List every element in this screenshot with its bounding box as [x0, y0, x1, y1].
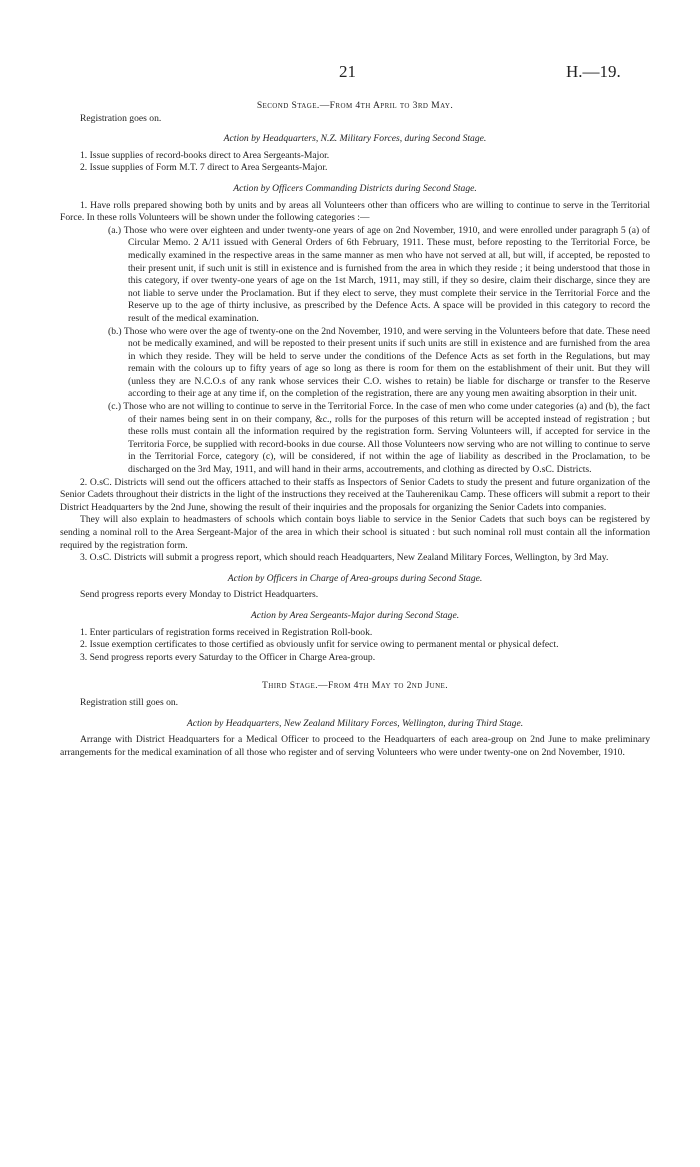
area-group-heading: Action by Officers in Charge of Area-groups during Second Stage.: [227, 572, 483, 584]
document-body: [60, 100, 650, 759]
oc-item-1-intro: 1. Have rolls prepared showing both by units and by areas all Volunteers other than officers who are willing to continue to serve in the Territorial Force. In these rolls Volunteers will be shown under the following categories :—: [60, 199, 650, 224]
oc-item-2-continued: They will also explain to headmasters of schools which contain boys liable to service in the Senior Cadets that such boys can be registered by sending a nominal roll to the Area Sergeant-Major of the area in which their school is situated : but such nominal roll must contain all the information required by the registration form.: [60, 514, 650, 551]
third-stage-heading: Third Stage.—From 4th May to 2nd June.: [261, 680, 449, 692]
second-stage-intro: Registration goes on.: [80, 112, 162, 124]
second-stage-heading: Second Stage.—From 4th April to 3rd May.: [256, 100, 454, 111]
category-a: (a.) Those who were over eighteen and under twenty-one years of age on 2nd November, 1910, and were enrolled under paragraph 5 (a) of Circular Memo. 2 A/11 issued with General Orders of 6th February, 1911. These must, before reposting to the Territorial Force, be medically examined in the respective areas in the same manner as men who have not served at all, but will, if accepted, be reposted to their present unit, if such unit is still in existence and is furnished from the area in which they reside ; it being understood that those in this category, if over twenty-one years of age on the 1st March, 1911, may still, if they so desire, claim their discharge, since they are not liable to serve under the Proclamation. But if they elect to serve, they must complete their service in the Territorial Force and the Reserve up to the age of thirty inclusive, as prescribed by the Defence Acts. A space will be provided in this category to record the result of the medical examination.: [108, 224, 650, 324]
hq-third-stage-text: Arrange with District Headquarters for a Medical Officer to proceed to the Headquarters of each area-group on 2nd June to make preliminary arrangements for the medical examination of all those who register and of serving Volunteers who were under twenty-one on 2nd November, 1910.: [60, 734, 650, 758]
area-group-text: Send progress reports every Monday to District Headquarters.: [80, 589, 319, 601]
category-b: (b.) Those who were over the age of twenty-one on the 2nd November, 1910, and were serving in the Volunteers before that date. These need not be medically examined, and will be reposted to their present units if such units are still in existence and are furnished from the area in which they reside. They will be held to serve under the conditions of the Defence Acts as set forth in the Regulations, but may remain with the colours up to fifty years of age so long as there is room for them on the establishment of their unit. But they will (unless they are N.C.O.s of any rank whose services their C.O. wishes to retain) be liable for discharge or transfer to the Reserve according to their age at any time if, on the completion of the registration, there are any young men awaiting absorption in their unit.: [108, 325, 650, 400]
sergeants-major-heading: Action by Area Sergeants-Major during Second Stage.: [250, 609, 460, 621]
hq-item-1: 1. Issue supplies of record-books direct to Area Sergeants-Major.: [80, 149, 330, 161]
hq-second-stage-heading: Action by Headquarters, N.Z. Military Forces, during Second Stage.: [223, 133, 487, 145]
oc-item-2: 2. O.sC. Districts will send out the officers attached to their staffs as Inspectors of Senior Cadets to study the present and future organization of the Senior Cadets throughout their districts in the light of the instructions they received at the Tauherenikau Camp. These officers will submit a report to their District Headquarters by the 2nd June, showing the result of their inquiries and the proposals for organizing the Senior Cadets into companies.: [60, 476, 651, 513]
document-reference: H.—19.: [566, 62, 621, 81]
page-number: 21: [339, 62, 356, 81]
hq-third-stage-heading: Action by Headquarters, New Zealand Military Forces, Wellington, during Third Stage.: [186, 717, 524, 729]
hq-item-2: 2. Issue supplies of Form M.T. 7 direct to Area Sergeants-Major.: [80, 162, 328, 174]
third-stage-intro: Registration still goes on.: [80, 696, 179, 708]
sergeants-major-item-3: 3. Send progress reports every Saturday to the Officer in Charge Area-group.: [80, 651, 376, 663]
category-c: (c.) Those who are not willing to continue to serve in the Territorial Force. In the case of men who come under categories (a) and (b), the fact of their names being sent in on their company, &c., rolls for the purposes of this return will be accepted instead of registration ; but these rolls must contain all the information required by the registration form. Serving Volunteers will, if accepted for service in the Territoria Force, be supplied with record-books in due course. All those Volunteers now serving who are not willing to continue to serve in the Territorial Force, category (c), will be considered, if not within the age of liability as described in the Proclamation, to be discharged on the 3rd May, 1911, and will hand in their arms, accoutrements, and clothing as directed by O.sC. Districts.: [108, 401, 650, 476]
oc-second-stage-heading: Action by Officers Commanding Districts during Second Stage.: [233, 182, 477, 194]
sergeants-major-item-1: 1. Enter particulars of registration forms received in Registration Roll-book.: [80, 626, 373, 638]
sergeants-major-item-2: 2. Issue exemption certificates to those certified as obviously unfit for service owing to permanent mental or physical defect.: [80, 639, 559, 651]
oc-item-3: 3. O.sC. Districts will submit a progress report, which should reach Headquarters, New Zealand Military Forces, Wellington, by 3rd May.: [80, 552, 609, 564]
